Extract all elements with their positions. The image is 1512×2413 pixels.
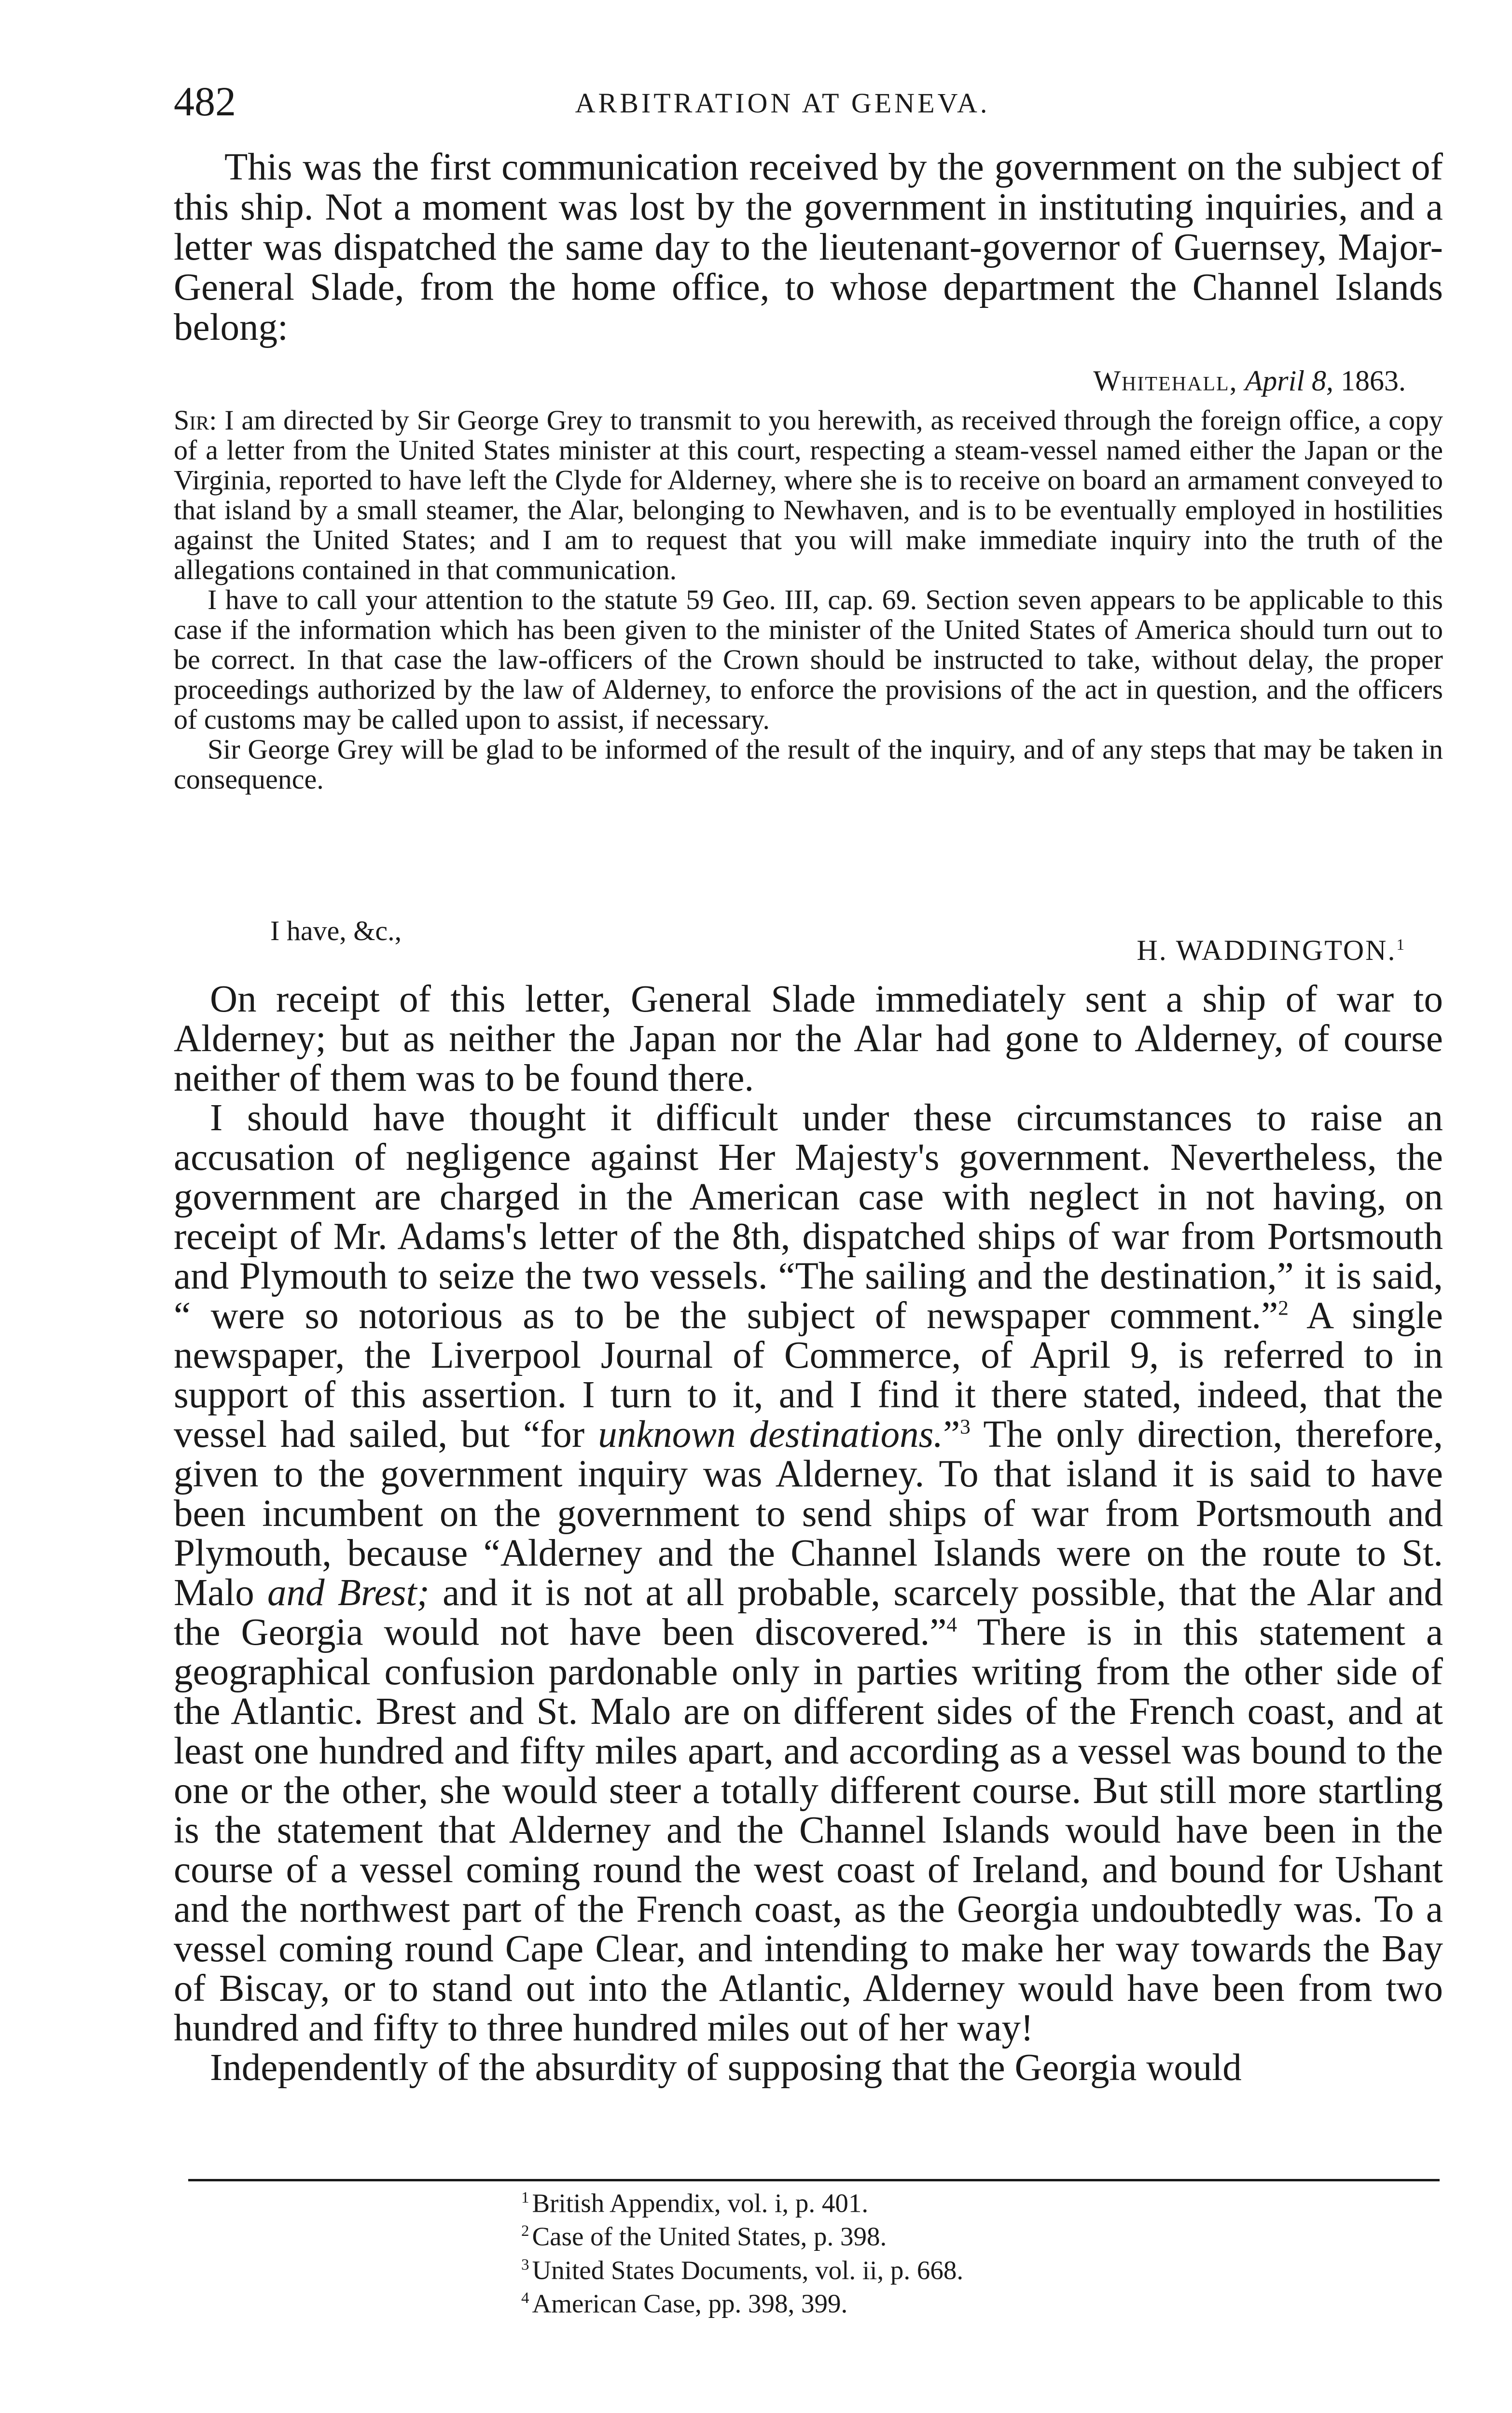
letter-paragraph-1	[174, 405, 1443, 585]
main-paragraph-2	[174, 1098, 1443, 2048]
main-paragraph-2-part-a: I should have thought it difficult under these circumstances to raise an accusation of negligence against Her Majesty's government. Nevertheless, the government are charged in the American case with neglect in not having, on receipt of Mr. Adams's letter of the 8th, dispatched ships of war from Portsmouth and Plymouth to seize the two vessels. “The sailing and the destination,” it is said, “ were so notorious as to be the subject of newspaper comment.”	[174, 1097, 1443, 1337]
footnote-mark: 1	[521, 2189, 529, 2206]
signature-text: H. WADDINGTON.	[1137, 934, 1397, 966]
main-paragraph-1: On receipt of this letter, General Slade immediately sent a ship of war to Alderney; but as neither the Japan nor the Alar had gone to Alderney, of course neither of them was to be found there.	[174, 978, 1443, 1099]
main-paragraph-2-part-e: and it is not at all probable, scarcely possible, that the Alar and the Georgia would not have been discovered.”	[174, 1572, 1443, 1653]
running-head: ARBITRATION AT GENEVA.	[575, 87, 990, 119]
letter-paragraph-3: Sir George Grey will be glad to be informed of the result of the inquiry, and of any steps that may be taken in consequence.	[174, 734, 1443, 795]
letter-date: April 8,	[1245, 365, 1333, 397]
letter-closing: I have, &c.,	[270, 915, 402, 946]
letter-year: 1863.	[1341, 365, 1406, 397]
main-paragraph-2-italic-2: and Brest;	[267, 1572, 430, 1614]
main-text	[174, 980, 1443, 2088]
footnote	[521, 2184, 963, 2217]
footnote-text: United States Documents, vol. ii, p. 668.	[532, 2255, 964, 2285]
main-paragraph-2-part-c: ”	[943, 1414, 960, 1456]
quoted-letter	[174, 405, 1443, 794]
main-paragraph-3: Independently of the absurdity of supposing that the Georgia would	[210, 2047, 1242, 2089]
main-paragraph-2-part-d: The only direction, therefore, given to the government inquiry was Alderney. To that island it is said to have been incumbent on the government to send ships of war from Portsmouth and Plymouth, because “Alderney and the Channel Islands were on the route to St. Malo	[174, 1414, 1443, 1614]
letter-salutation: Sir:	[174, 404, 217, 436]
footnotes	[521, 2184, 963, 2317]
letter-paragraph-1-text: I am directed by Sir George Grey to transmit to you herewith, as received through the foreign office, a copy of a letter from the United States minister at this court, respecting a steam-vessel named either the Japan or the Virginia, reported to have left the Clyde for Alderney, where she is to receive on board an armament conveyed to that island by a small steamer, the Alar, belonging to Newhaven, and is to be eventually employed in hostilities against the United States; and I am to request that you will make immediate inquiry into the truth of the allegations contained in that communication.	[174, 404, 1443, 585]
letter-place: Whitehall,	[1093, 365, 1238, 397]
main-paragraph-2-italic-1: unknown destinations.	[598, 1414, 943, 1456]
footnote-text: American Case, pp. 398, 399.	[532, 2288, 848, 2318]
letter-dateline	[1093, 364, 1406, 398]
footnote-ref-3: 3	[960, 1415, 971, 1439]
footnote-ref-4: 4	[946, 1613, 957, 1636]
main-paragraph-2-part-f: There is in this statement a geographical confusion pardonable only in parties writing from the other side of the Atlantic. Brest and St. Malo are on different sides of the French coast, and at least one hundred and fifty miles apart, and according as a vessel was bound to the one or the other, she would steer a totally different course. But still more startling is the statement that Alderney and the Channel Islands would have been in the course of a vessel coming round the west coast of Ireland, and bound for Ushant and the northwest part of the French coast, as the Georgia undoubtedly was. To a vessel coming round Cape Clear, and intending to make her way towards the Bay of Biscay, or to stand out into the Atlantic, Alderney would have been from two hundred and fifty to three hundred miles out of her way!	[174, 1611, 1443, 2049]
footnote-text: Case of the United States, p. 398.	[532, 2221, 887, 2251]
footnote	[521, 2284, 963, 2317]
footnote-divider	[188, 2179, 1440, 2181]
page-number: 482	[174, 78, 236, 125]
footnote	[521, 2251, 963, 2284]
page-header	[174, 77, 1391, 130]
footnote-text: British Appendix, vol. i, p. 401.	[532, 2188, 869, 2218]
main-paragraph-2-part-b: A single newspaper, the Liverpool Journal of Commerce, of April 9, is referred to in support of this assertion. I turn to it, and I find it there stated, indeed, that the vessel had sailed, but “for	[174, 1295, 1443, 1456]
letter-signature	[1137, 934, 1406, 967]
intro-section	[174, 147, 1443, 347]
footnote-ref-1: 1	[1396, 936, 1406, 954]
footnote-ref-2: 2	[1278, 1296, 1289, 1320]
footnote-mark: 4	[521, 2289, 529, 2307]
footnote-mark: 3	[521, 2256, 529, 2274]
footnote	[521, 2217, 963, 2250]
footnote-mark: 2	[521, 2222, 529, 2240]
letter-paragraph-2: I have to call your attention to the statute 59 Geo. III, cap. 69. Section seven appears to be applicable to this case if the information which has been given to the minister of the United States of America should turn out to be correct. In that case the law-officers of the Crown should be instructed to take, without delay, the proper proceedings authorized by the law of Alderney, to enforce the provisions of the act in question, and the officers of customs may be called upon to assist, if necessary.	[174, 584, 1443, 735]
intro-paragraph: This was the first communication received by the government on the subject of this ship. Not a moment was lost by the government in instituting inquiries, and a letter was dispatched the same day to the lieutenant-governor of Guernsey, Major-General Slade, from the home office, to whose department the Channel Islands belong:	[174, 146, 1443, 348]
